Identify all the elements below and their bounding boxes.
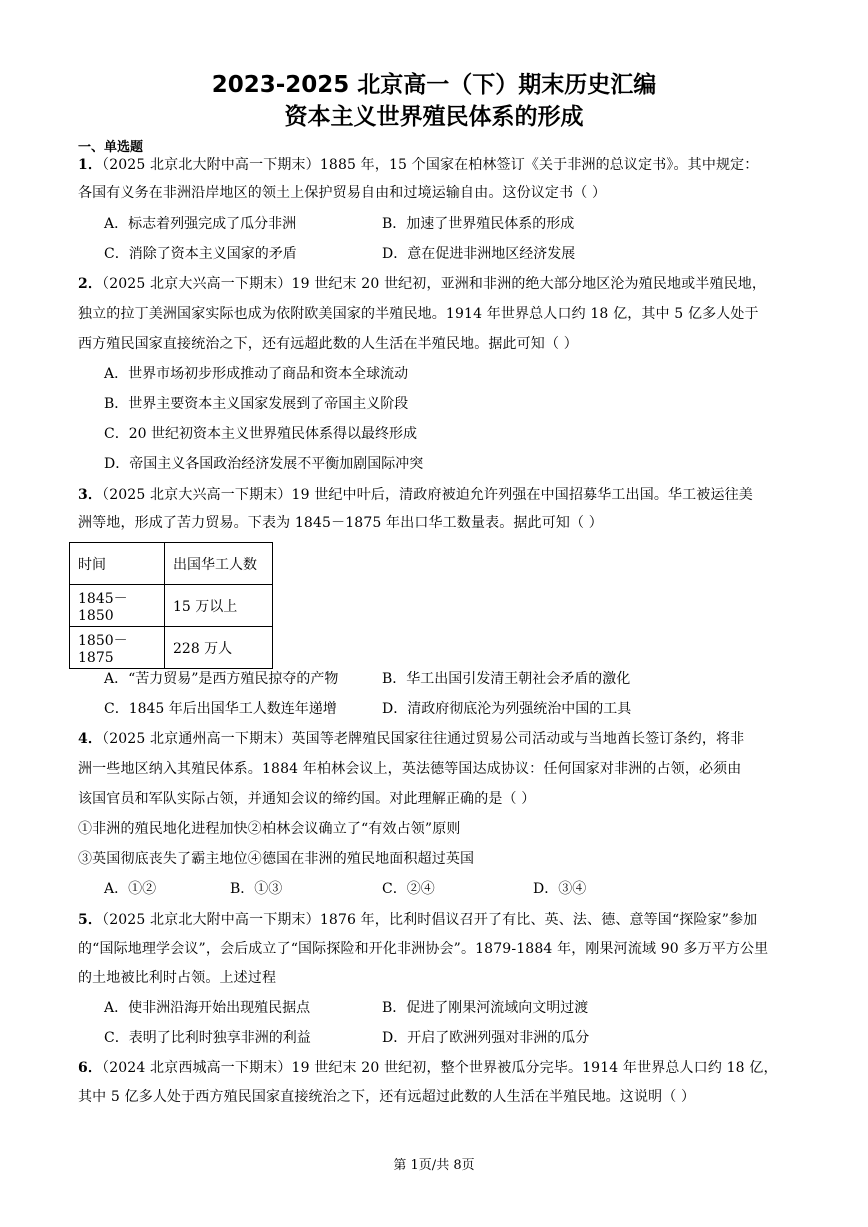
q1-option-a: A．标志着列强完成了瓜分非洲 [104,216,297,232]
q4-option-c: C．②④ [382,881,435,897]
q2-line3: 西方殖民国家直接统治之下，还有远超此数的人生活在半殖民地。据此可知（ ） [78,336,578,352]
q1-option-b: B．加速了世界殖民体系的形成 [382,216,575,232]
q6-number: 6． [78,1060,103,1076]
table-row [70,585,273,627]
q3-line2: 洲等地，形成了苦力贸易。下表为 1845－1875 年出口华工数量表。据此可知（ ） [78,515,603,531]
q5-option-c: C．表明了比利时独享非洲的利益 [104,1030,311,1046]
q2-option-d: D．帝国主义各国政治经济发展不平衡加剧国际冲突 [104,456,424,472]
table-header-row [70,543,273,585]
table-cell: 1850－1875 [70,627,165,669]
q4-line3: 该国官员和军队实际占领，并通知会议的缔约国。对此理解正确的是（ ） [78,791,536,807]
q4-line2: 洲一些地区纳入其殖民体系。1884 年柏林会议上，英法德等国达成协议：任何国家对非洲的占领，必须由 [78,761,742,777]
q3-option-a: A．“苦力贸易”是西方殖民掠夺的产物 [104,671,339,687]
q2-option-c: C．20 世纪初资本主义世界殖民体系得以最终形成 [104,426,417,442]
table-header-cell: 时间 [70,543,165,585]
q2-option-b: B．世界主要资本主义国家发展到了帝国主义阶段 [104,396,409,412]
q4-item-line2: ③英国彻底丧失了霸主地位④德国在非洲的殖民地面积超过英国 [78,851,475,867]
q4-item-line1: ①非洲的殖民地化进程加快②柏林会议确立了“有效占领”原则 [78,821,461,837]
q1-number: 1． [78,157,103,173]
q2-line1 [78,275,794,293]
q2-line2: 独立的拉丁美洲国家实际也成为依附欧美国家的半殖民地。1914 年世界总人口约 18 亿，其中 5 亿多人处于 [78,306,759,322]
q5-line3: 的土地被比利时占领。上述过程 [78,970,277,986]
q4-line1 [78,730,794,748]
q6-line1 [78,1059,794,1077]
q3-number: 3． [78,487,103,503]
emigration-table [69,542,273,669]
document-title-line1: 2023-2025 北京高一（下）期末历史汇编 [211,72,657,98]
q3-option-d: D．清政府彻底沦为列强统治中国的工具 [382,701,632,717]
q5-option-b: B．促进了刚果河流域向文明过渡 [382,1000,589,1016]
q5-line1 [78,911,794,929]
q3-text: （2025 北京大兴高一下期末）19 世纪中叶后，清政府被迫允许列强在中国招募华工出国。华工被运往美 [102,487,753,503]
q4-number: 4． [78,731,103,747]
q1-option-d: D．意在促进非洲地区经济发展 [382,246,576,262]
q2-text: （2025 北京大兴高一下期末）19 世纪末 20 世纪初，亚洲和非洲的绝大部分地区沦为殖民地或半殖民地， [102,276,767,292]
table-cell: 15 万以上 [165,585,273,627]
q1-option-c: C．消除了资本主义国家的矛盾 [104,246,297,262]
q4-option-b: B．①③ [230,881,283,897]
table-header-cell: 出国华工人数 [165,543,273,585]
q2-number: 2． [78,276,103,292]
q5-option-a: A．使非洲沿海开始出现殖民据点 [104,1000,311,1016]
q4-option-d: D．③④ [533,881,587,897]
q6-text: （2024 北京西城高一下期末）19 世纪末 20 世纪初，整个世界被瓜分完毕。1914 年世界总人口约 18 亿， [102,1060,778,1076]
q5-text: （2025 北京北大附中高一下期末）1876 年，比利时倡议召开了有比、英、法、德、意等国“探险家”参加 [102,912,758,928]
q2-option-a: A．世界市场初步形成推动了商品和资本全球流动 [104,366,409,382]
q1-line1 [78,156,794,174]
q5-option-d: D．开启了欧洲列强对非洲的瓜分 [382,1030,590,1046]
q4-text: （2025 北京通州高一下期末）英国等老牌殖民国家往往通过贸易公司活动或与当地酋长签订条约，将非 [102,731,745,747]
q6-line2: 其中 5 亿多人处于西方殖民国家直接统治之下，还有远超过此数的人生活在半殖民地。这说明（ ） [78,1089,696,1105]
page-footer: 第 1页/共 8页 [393,1158,475,1173]
q3-option-c: C．1845 年后出国华工人数连年递增 [104,701,337,717]
q1-line2: 各国有义务在非洲沿岸地区的领土上保护贸易自由和过境运输自由。这份议定书（ ） [78,185,607,201]
section-heading: 一、单选题 [78,140,144,155]
document-title-line2: 资本主义世界殖民体系的形成 [284,104,584,130]
table-row [70,627,273,669]
q3-line1 [78,486,794,504]
table-cell: 228 万人 [165,627,273,669]
q5-number: 5． [78,912,103,928]
q3-option-b: B．华工出国引发清王朝社会矛盾的激化 [382,671,631,687]
q1-text: （2025 北京北大附中高一下期末）1885 年，15 个国家在柏林签订《关于非洲的总议定书》。其中规定： [102,157,759,173]
q4-option-a: A．①② [104,881,157,897]
q5-line2: 的“国际地理学会议”，会后成立了“国际探险和开化非洲协会”。1879-1884 年，刚果河流域 90 多万平方公里 [78,941,769,957]
table-cell: 1845－1850 [70,585,165,627]
